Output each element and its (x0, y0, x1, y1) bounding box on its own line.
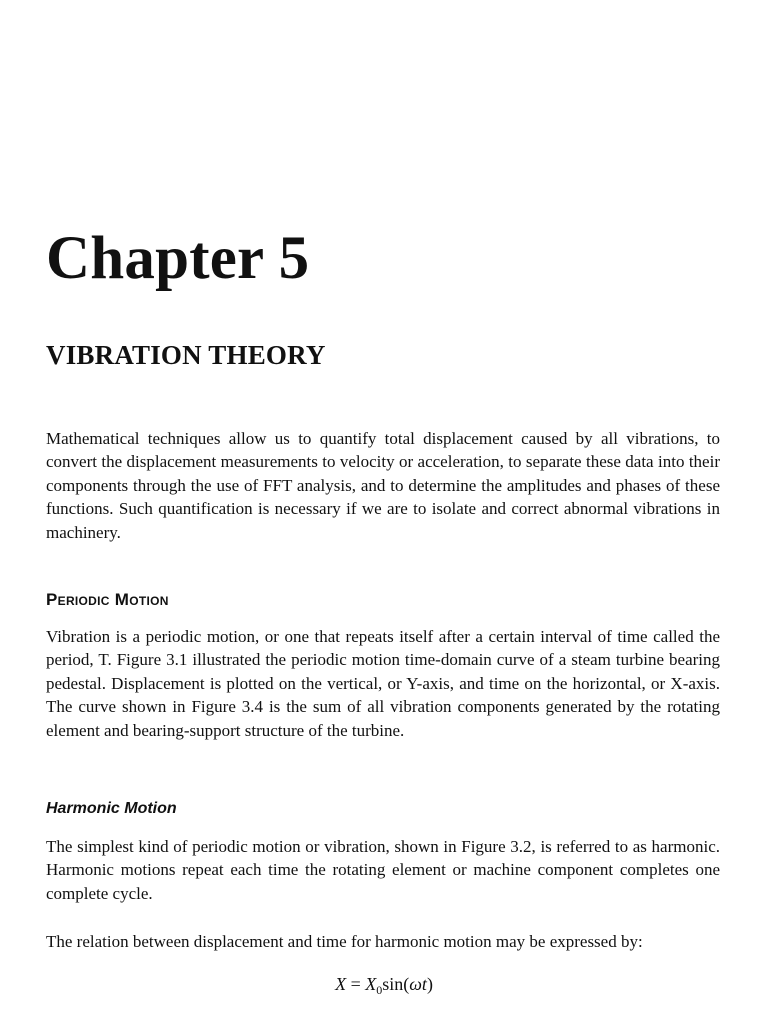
harmonic-motion-heading: Harmonic Motion (46, 800, 177, 817)
equation-equals: = (350, 974, 361, 994)
equation-amplitude-subscript: 0 (376, 983, 383, 997)
periodic-motion-paragraph: Vibration is a periodic motion, or one that repeats itself after a certain interval of time called the period, T. Figure 3.1 illustrated the periodic motion time-domain curve of a steam turbine bearing pedestal. Displacement is plotted on the vertical, or Y-axis, and time on the horizontal, or X-axis. The curve shown in Figure 3.4 is the sum of all vibration components generated by the rotating element and bearing-support structure of the turbine. (46, 627, 720, 740)
equation-function: sin( (382, 974, 410, 994)
equation-argument: ωt (409, 974, 427, 994)
equation-amplitude: X (365, 974, 377, 994)
intro-paragraph: Mathematical techniques allow us to quantify total displacement caused by all vibrations, to convert the displacement measurements to velocity or acceleration, to separate these data into their components through the use of FFT analysis, and to determine the amplitudes and phases of these functions. Such quantification is necessary if we are to isolate and correct abnormal vibrations in machinery. (46, 429, 720, 542)
periodic-motion-heading: Periodic Motion (46, 590, 169, 609)
chapter-title: Chapter 5 (46, 225, 310, 292)
equation-close-paren: ) (426, 974, 433, 994)
harmonic-motion-paragraph: The simplest kind of periodic motion or vibration, shown in Figure 3.2, is referred to as harmonic. Harmonic motions repeat each time the rotating element or machine component completes one complete cycle. (46, 837, 720, 903)
chapter-heading: VIBRATION THEORY (46, 340, 326, 370)
harmonic-relation-paragraph: The relation between displacement and time for harmonic motion may be expressed by: (46, 932, 643, 951)
harmonic-equation (0, 974, 768, 998)
equation-lhs: X (335, 974, 347, 994)
